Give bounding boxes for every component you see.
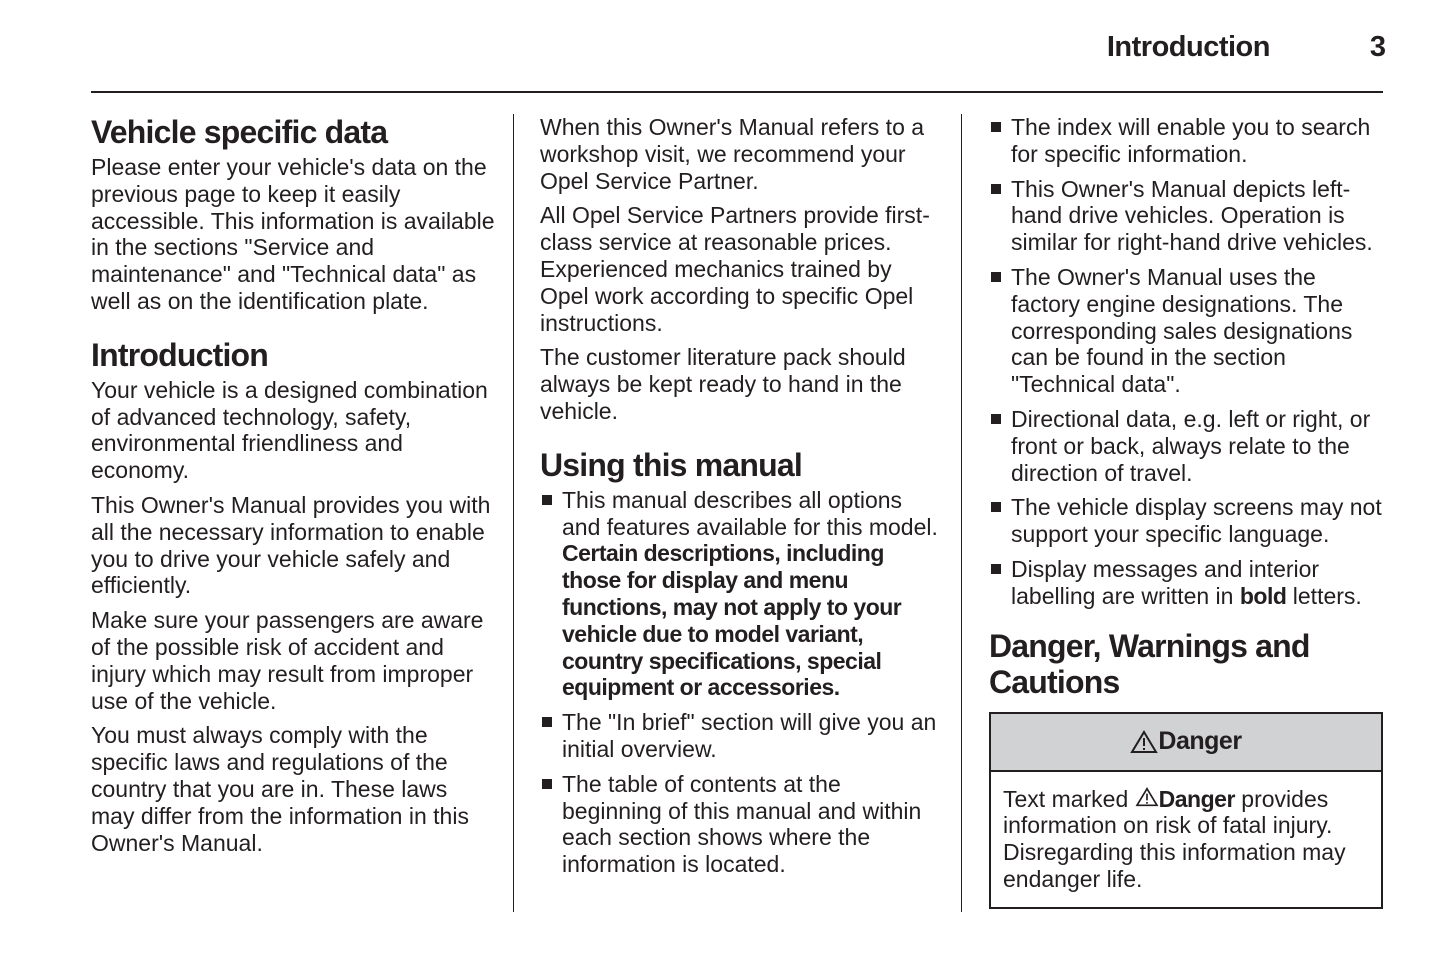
list-item-text: The Owner's Manual uses the factory engine designations. The corresponding sales designations can be found in the section "Technical data". — [1011, 263, 1353, 398]
heading-introduction: Introduction — [91, 336, 269, 373]
column-3 — [989, 114, 1387, 909]
danger-box-header — [991, 714, 1381, 772]
list-item-text: This Owner's Manual depicts left-hand drive vehicles. Operation is similar for right-hand drive vehicles. — [1011, 175, 1373, 256]
bullet-square-icon — [991, 502, 1001, 512]
page-number: 3 — [1369, 31, 1386, 63]
bullet-square-icon — [542, 495, 552, 505]
danger-label: Danger — [1158, 727, 1242, 756]
warning-triangle-icon — [1130, 730, 1158, 754]
bullet-square-icon — [991, 414, 1001, 424]
danger-box-body — [991, 772, 1381, 907]
list-item-text: letters. — [1292, 582, 1362, 609]
bullet-square-icon — [991, 184, 1001, 194]
list-item — [989, 556, 1387, 610]
page-header-title: Introduction — [1106, 31, 1270, 63]
list-item-bold-text: bold — [1239, 582, 1287, 609]
heading-vehicle-specific-data: Vehicle specific data — [91, 114, 388, 150]
bullet-list — [540, 487, 940, 878]
bullet-square-icon — [991, 122, 1001, 132]
list-item-text: Display messages and interior labelling are written in — [1011, 555, 1320, 609]
column-divider-2 — [961, 114, 962, 912]
danger-box — [989, 712, 1383, 909]
danger-body-text: provides information on risk of fatal injury. Disregarding this information may endanger life. — [1003, 785, 1346, 892]
paragraph: Please enter your vehicle's data on the previous page to keep it easily accessible. This information is available in the sections "Service and maintenance" and "Technical data" as well as on the identification plate. — [91, 154, 495, 314]
paragraph: This Owner's Manual provides you with all the necessary information to enable you to drive your vehicle safely and efficiently. — [91, 491, 491, 599]
list-item-text: The vehicle display screens may not support your specific language. — [1011, 494, 1382, 548]
danger-body-bold: Danger — [1158, 785, 1235, 812]
paragraph: All Opel Service Partners provide first-class service at reasonable prices. Experienced mechanics trained by Opel work according to specific Opel instructions. — [540, 202, 930, 336]
heading-using-this-manual: Using this manual — [540, 446, 802, 483]
list-item — [989, 406, 1387, 486]
paragraph: Make sure your passengers are aware of the possible risk of accident and injury which may result from improper use of the vehicle. — [91, 607, 484, 714]
paragraph: Your vehicle is a designed combination of advanced technology, safety, environmental friendliness and economy. — [91, 376, 488, 484]
list-item-text: Directional data, e.g. left or right, or front or back, always relate to the direction of travel. — [1011, 405, 1371, 486]
list-item — [540, 771, 940, 878]
list-item — [989, 264, 1387, 398]
list-item — [989, 494, 1387, 548]
bullet-square-icon — [542, 717, 552, 727]
warning-triangle-icon — [1135, 787, 1159, 807]
bullet-list — [989, 114, 1387, 610]
header-rule — [91, 91, 1383, 93]
paragraph: You must always comply with the specific laws and regulations of the country that you are in. These laws may differ from the information in this Owner's Manual. — [91, 722, 469, 856]
list-item-bold-text: Certain descriptions, including those for display and menu functions, may not apply to your vehicle due to model variant, country specifications, special equipment or accessories. — [562, 540, 902, 701]
list-item-text: This manual describes all options and features available for this model. — [562, 486, 938, 540]
heading-danger-warnings-cautions: Danger, Warnings and Cautions — [989, 627, 1310, 700]
danger-body-text: Text marked — [1003, 785, 1129, 812]
bullet-square-icon — [991, 564, 1001, 574]
paragraph: When this Owner's Manual refers to a workshop visit, we recommend your Opel Service Partner. — [540, 114, 925, 194]
column-2 — [540, 114, 940, 886]
list-item-text: The table of contents at the beginning of this manual and within each section shows where the information is located. — [562, 770, 922, 878]
list-item-text: The index will enable you to search for specific information. — [1011, 114, 1371, 167]
paragraph: The customer literature pack should always be kept ready to hand in the vehicle. — [540, 344, 906, 424]
list-item — [540, 487, 940, 701]
bullet-square-icon — [991, 272, 1001, 282]
list-item — [989, 176, 1387, 256]
list-item-text: The "In brief" section will give you an initial overview. — [562, 709, 937, 762]
column-divider-1 — [513, 114, 514, 912]
column-1 — [91, 114, 496, 864]
list-item — [989, 114, 1387, 168]
bullet-square-icon — [542, 779, 552, 789]
list-item — [540, 709, 940, 763]
